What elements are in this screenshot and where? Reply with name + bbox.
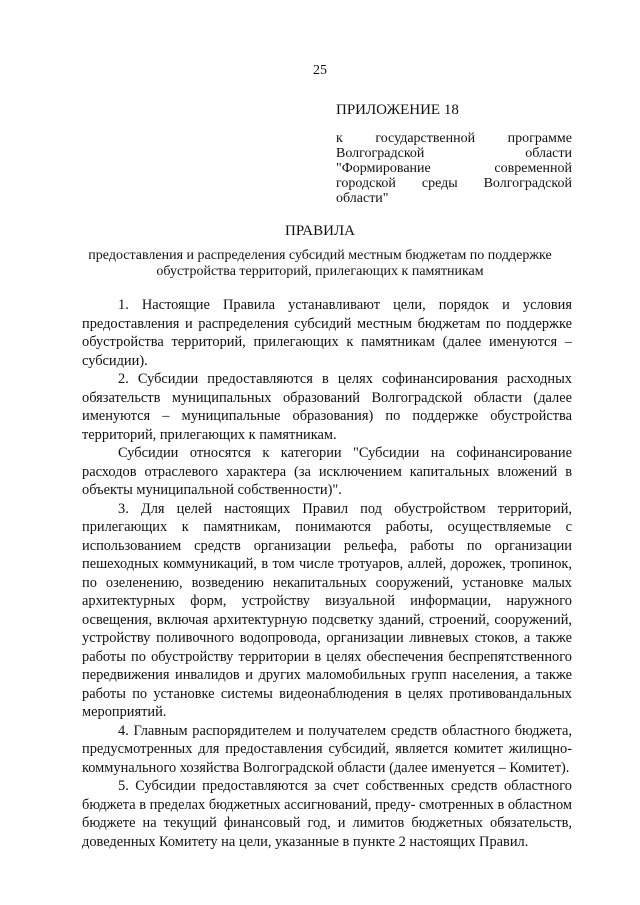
- document-body: [82, 296, 572, 851]
- document-title: ПРАВИЛА: [285, 223, 355, 239]
- page-number: 25: [313, 63, 327, 78]
- paragraph-5: 5. Субсидии предоставляются за счет собственных средств областного бюджета в пределах бюджетных ассигнований, преду- смотренных в областном бюджете на текущий финансовый год, и лимитов бюджетных обязательств, доведенных Комитету на цели, указанные в пункте 2 настоящих Правил.: [82, 778, 572, 850]
- paragraph-1: 1. Настоящие Правила устанавливают цели, порядок и условия предоставления и распределения субсидий местным бюджетам по поддержке обустройства территорий, прилегающих к памятникам (далее именуются – субсидии).: [82, 297, 572, 369]
- paragraph-4: 4. Главным распорядителем и получателем средств областного бюджета, предусмотренных для предоставления субсидий, является комитет жилищно-коммунального хозяйства Волгоградской области (далее именуется – Комитет).: [82, 722, 572, 776]
- paragraph-2-category: Субсидии относятся к категории "Субсидии на софинансирование расходов отраслевого характера (за исключением капитальных вложений в объекты муниципальной собственности)".: [82, 445, 572, 498]
- document-subtitle: предоставления и распределения субсидий местным бюджетам по поддержке обустройства территорий, прилегающих к памятникам: [88, 248, 552, 279]
- document-heading: [60, 222, 580, 280]
- appendix-block: [336, 101, 572, 206]
- paragraph-2: 2. Субсидии предоставляются в целях софинансирования расходных обязательств муниципальных образований Волгоградской области (далее именуются – муниципальные образования) по поддержке обустройства территорий, прилегающих к памятникам.: [82, 371, 572, 443]
- appendix-reference: к государственной программе Волгоградской области "Формирование современной городской среды Волгоградской области": [336, 131, 572, 206]
- paragraph-3: 3. Для целей настоящих Правил под обустройством территорий, прилегающих к памятникам, понимаются работы, осуществляемые с использованием средств организации рельефа, работы по организации пешеходных коммуникаций, в том числе тротуаров, аллей, дорожек, тропинок, по озеленению, возведению некапитальных сооружений, установке малых архитектурных форм, устройству визуальной информации, наружного освещения, включая архитектурную подсветку зданий, строений, сооружений, устройству поливочного водопровода, организации ливневых стоков, а также работы по обустройству территории в целях обеспечения беспрепятственного передвижения инвалидов и других маломобильных групп населения, а также работы по установке системы видеонаблюдения в целях противовандальных мероприятий.: [82, 500, 572, 720]
- appendix-title: ПРИЛОЖЕНИЕ 18: [336, 102, 459, 118]
